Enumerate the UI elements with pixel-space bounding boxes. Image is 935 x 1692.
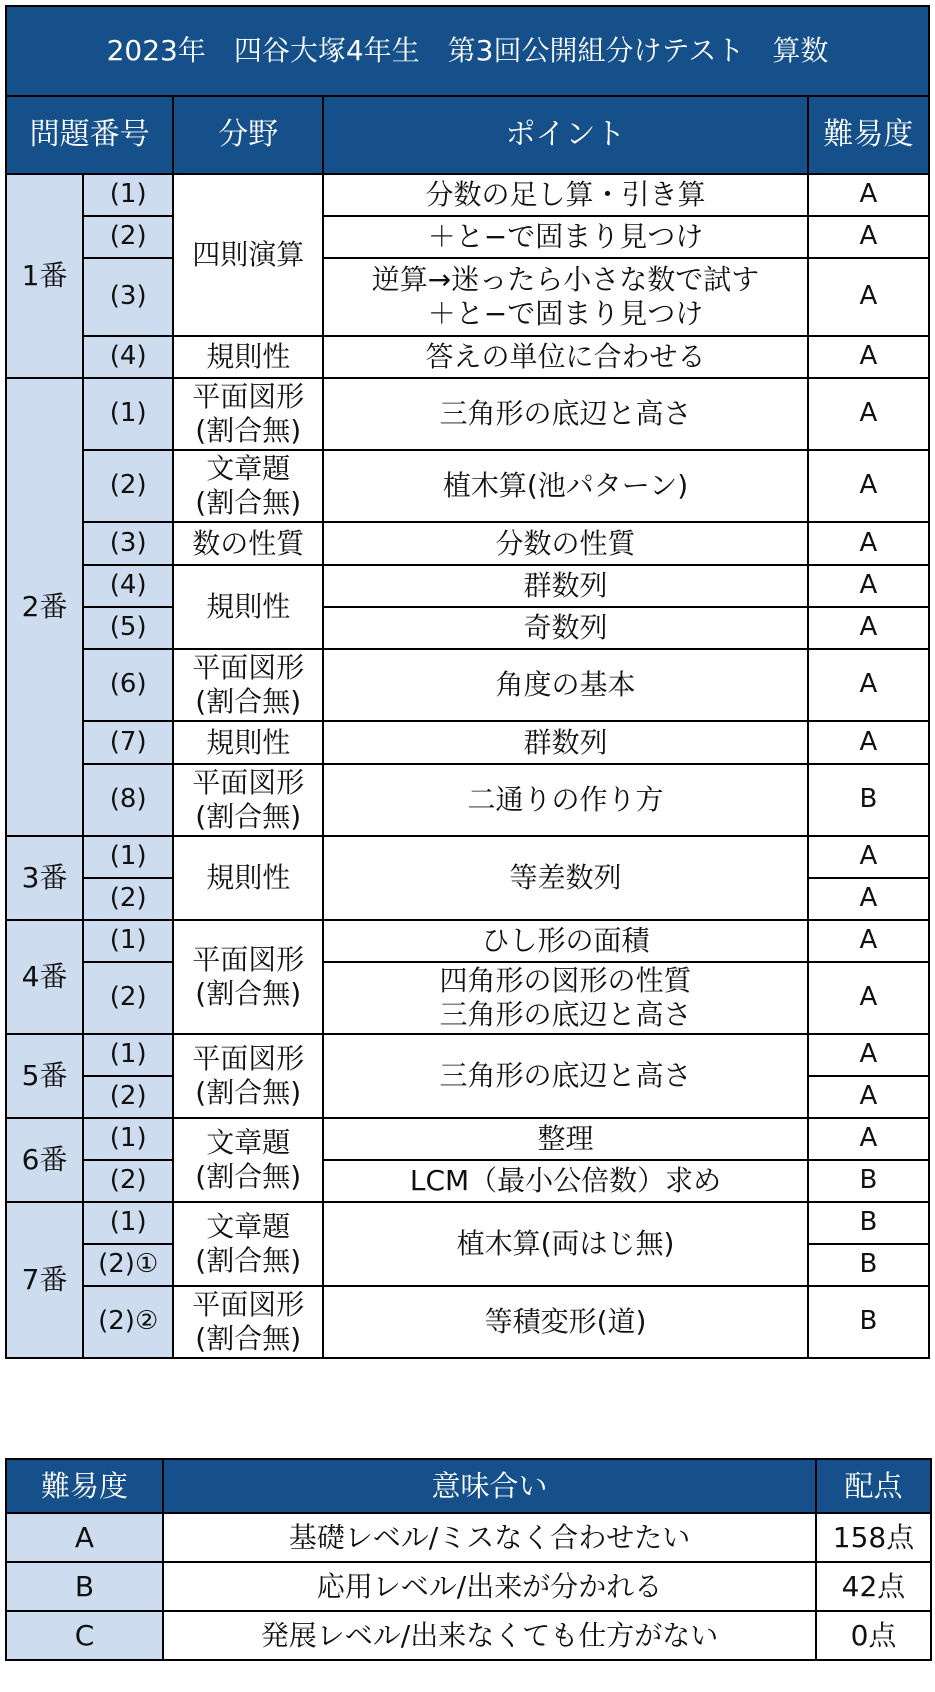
sub-number: (1) [83, 1202, 173, 1244]
problem-label: 2番 [6, 378, 83, 836]
sub-number: (2) [83, 450, 173, 522]
difficulty-cell: A [808, 649, 929, 721]
difficulty-cell: A [808, 607, 929, 649]
field-line: 平面図形 [192, 766, 305, 800]
legend-grade: C [6, 1611, 163, 1660]
field-line: 文章題 [206, 1210, 291, 1244]
field-note: (割合無) [195, 1076, 302, 1109]
difficulty-cell: A [808, 962, 929, 1034]
field-cell: 規則性 [173, 836, 323, 920]
sub-number: (1) [83, 836, 173, 878]
sub-number: (1) [83, 1034, 173, 1076]
difficulty-cell: A [808, 920, 929, 962]
field-cell [173, 1034, 323, 1118]
difficulty-cell: B [808, 1244, 929, 1286]
difficulty-cell: A [808, 174, 929, 216]
difficulty-cell: A [808, 836, 929, 878]
field-cell [173, 920, 323, 1034]
field-cell: 四則演算 [173, 174, 323, 336]
legend-grade: A [6, 1513, 163, 1562]
field-cell: 規則性 [173, 721, 323, 764]
point-line: 三角形の底辺と高さ [439, 998, 692, 1031]
header-field: 分野 [173, 96, 323, 174]
field-cell [173, 450, 323, 522]
difficulty-cell: A [808, 450, 929, 522]
difficulty-cell: A [808, 378, 929, 450]
point-cell: 答えの単位に合わせる [323, 336, 808, 378]
difficulty-cell: B [808, 1286, 929, 1358]
field-line: 平面図形 [192, 1042, 305, 1076]
difficulty-cell: A [808, 522, 929, 565]
field-note: (割合無) [195, 1160, 302, 1193]
field-line: 平面図形 [192, 943, 305, 977]
sub-number: (2)② [83, 1286, 173, 1358]
sub-number: (1) [83, 174, 173, 216]
legend-header-score: 配点 [816, 1459, 931, 1513]
legend-score: 158点 [816, 1513, 931, 1562]
point-cell: ＋と−で固まり見つけ [323, 216, 808, 258]
legend-meaning: 応用レベル/出来が分かれる [163, 1562, 816, 1611]
page-title: 2023年 四谷大塚4年生 第3回公開組分けテスト 算数 [6, 6, 929, 96]
field-line: 平面図形 [192, 380, 305, 414]
legend-meaning: 発展レベル/出来なくても仕方がない [163, 1611, 816, 1660]
field-line: 文章題 [206, 1126, 291, 1160]
point-line: ＋と−で固まり見つけ [427, 297, 704, 330]
sub-number: (3) [83, 522, 173, 565]
field-note: (割合無) [195, 486, 302, 519]
point-cell: 等差数列 [323, 836, 808, 920]
legend-grade: B [6, 1562, 163, 1611]
field-note: (割合無) [195, 977, 302, 1010]
sub-number: (2) [83, 962, 173, 1034]
sub-number: (4) [83, 565, 173, 607]
problem-label: 6番 [6, 1118, 83, 1202]
field-cell [173, 649, 323, 721]
difficulty-cell: A [808, 721, 929, 764]
sub-number: (1) [83, 1118, 173, 1160]
field-cell: 規則性 [173, 565, 323, 649]
point-cell: 分数の足し算・引き算 [323, 174, 808, 216]
difficulty-cell: A [808, 1076, 929, 1118]
sub-number: (4) [83, 336, 173, 378]
header-point: ポイント [323, 96, 808, 174]
field-cell [173, 764, 323, 836]
point-cell: 群数列 [323, 565, 808, 607]
field-cell [173, 1202, 323, 1286]
field-cell: 規則性 [173, 336, 323, 378]
point-cell: 群数列 [323, 721, 808, 764]
sub-number: (8) [83, 764, 173, 836]
point-cell [323, 962, 808, 1034]
point-cell [323, 258, 808, 336]
point-cell: ひし形の面積 [323, 920, 808, 962]
problem-label: 4番 [6, 920, 83, 1034]
sub-number: (2) [83, 216, 173, 258]
difficulty-cell: A [808, 878, 929, 920]
difficulty-legend-table [5, 1458, 932, 1661]
sub-number: (2) [83, 1076, 173, 1118]
point-cell: LCM（最小公倍数）求め [323, 1160, 808, 1202]
sub-number: (2) [83, 878, 173, 920]
problem-label: 7番 [6, 1202, 83, 1358]
header-number: 問題番号 [6, 96, 173, 174]
point-line: 四角形の図形の性質 [439, 964, 692, 998]
point-cell: 分数の性質 [323, 522, 808, 565]
difficulty-cell: A [808, 1118, 929, 1160]
problem-table [5, 5, 930, 1359]
point-cell: 三角形の底辺と高さ [323, 1034, 808, 1118]
sub-number: (1) [83, 920, 173, 962]
difficulty-cell: A [808, 258, 929, 336]
field-note: (割合無) [195, 1244, 302, 1277]
legend-meaning: 基礎レベル/ミスなく合わせたい [163, 1513, 816, 1562]
point-cell: 三角形の底辺と高さ [323, 378, 808, 450]
point-cell: 奇数列 [323, 607, 808, 649]
point-cell: 角度の基本 [323, 649, 808, 721]
difficulty-cell: B [808, 764, 929, 836]
problem-label: 3番 [6, 836, 83, 920]
field-note: (割合無) [195, 1322, 302, 1355]
field-note: (割合無) [195, 685, 302, 718]
field-line: 平面図形 [192, 1288, 305, 1322]
difficulty-cell: A [808, 565, 929, 607]
sub-number: (2) [83, 1160, 173, 1202]
legend-score: 42点 [816, 1562, 931, 1611]
sub-number: (6) [83, 649, 173, 721]
legend-score: 0点 [816, 1611, 931, 1660]
sub-number: (1) [83, 378, 173, 450]
sub-number: (2)① [83, 1244, 173, 1286]
difficulty-cell: B [808, 1160, 929, 1202]
legend-header-meaning: 意味合い [163, 1459, 816, 1513]
field-cell: 数の性質 [173, 522, 323, 565]
problem-label: 5番 [6, 1034, 83, 1118]
field-note: (割合無) [195, 800, 302, 833]
sub-number: (5) [83, 607, 173, 649]
point-line: 逆算→迷ったら小さな数で試す [371, 263, 760, 297]
field-cell [173, 1286, 323, 1358]
point-cell: 整理 [323, 1118, 808, 1160]
field-note: (割合無) [195, 414, 302, 447]
difficulty-cell: A [808, 336, 929, 378]
field-cell [173, 1118, 323, 1202]
point-cell: 二通りの作り方 [323, 764, 808, 836]
legend-header-grade: 難易度 [6, 1459, 163, 1513]
point-cell: 植木算(池パターン) [323, 450, 808, 522]
difficulty-cell: A [808, 1034, 929, 1076]
point-cell: 等積変形(道) [323, 1286, 808, 1358]
sub-number: (7) [83, 721, 173, 764]
difficulty-cell: B [808, 1202, 929, 1244]
field-cell [173, 378, 323, 450]
sub-number: (3) [83, 258, 173, 336]
difficulty-cell: A [808, 216, 929, 258]
field-line: 平面図形 [192, 651, 305, 685]
field-line: 文章題 [206, 452, 291, 486]
point-cell: 植木算(両はじ無) [323, 1202, 808, 1286]
header-difficulty: 難易度 [808, 96, 929, 174]
problem-label: 1番 [6, 174, 83, 378]
